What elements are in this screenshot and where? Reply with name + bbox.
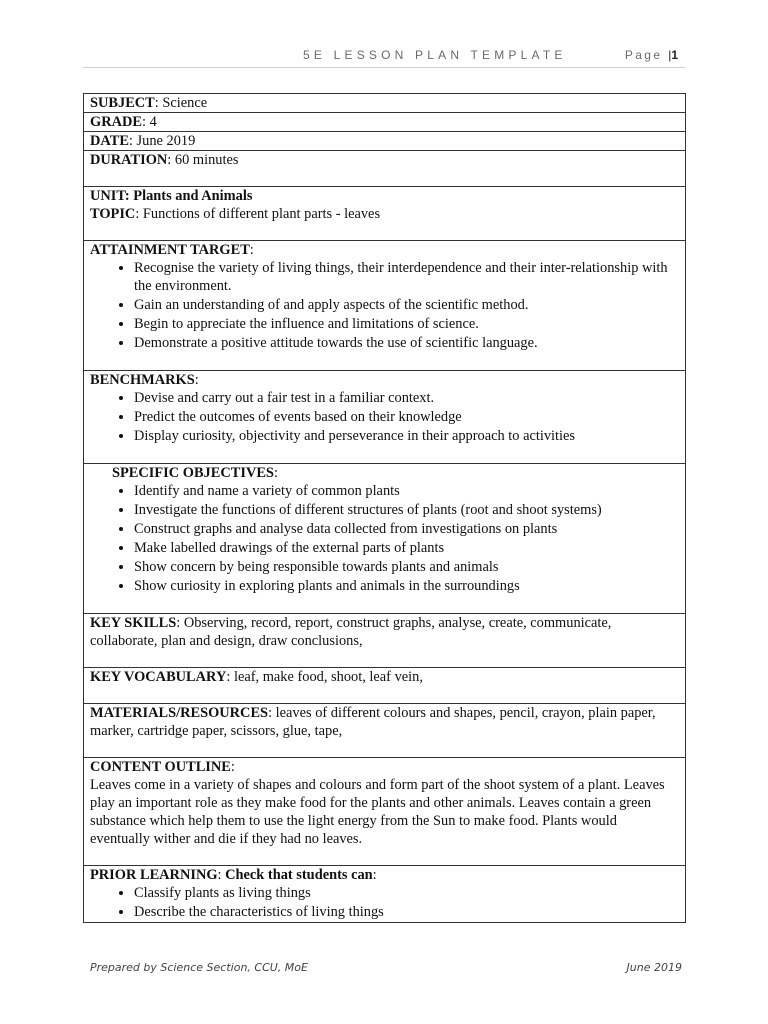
- subject-row: [84, 94, 686, 113]
- subject-value: : Science: [154, 95, 208, 111]
- page-label: Page: [624, 48, 663, 62]
- date-label: DATE: [90, 133, 129, 149]
- page-number: 1: [671, 48, 678, 62]
- duration-row: [84, 151, 686, 187]
- date-row: [84, 132, 686, 151]
- topic-value: : Functions of different plant parts - leaves: [135, 206, 381, 222]
- list-item: • Identify and name a variety of common plants: [134, 482, 679, 500]
- grade-label: GRADE: [90, 114, 142, 130]
- prior-learning-check: Check that students can: [225, 867, 373, 883]
- prior-learning-row: PRIOR LEARNING: Check that students can: • Classify plants as living things • Describe the characteristics of living things: [84, 866, 686, 923]
- unit-label: UNIT: Plants and Animals: [90, 188, 253, 204]
- key-skills-row: [84, 614, 686, 668]
- grade-row: [84, 113, 686, 132]
- duration-label: DURATION: [90, 152, 168, 168]
- duration-value: : 60 minutes: [167, 152, 239, 168]
- objectives-list: [90, 482, 679, 595]
- benchmarks-label: BENCHMARKS: [90, 372, 195, 388]
- key-vocabulary-value: : leaf, make food, shoot, leaf vein,: [226, 669, 423, 685]
- materials-value: : leaves of different colours and shapes, pencil, crayon, plain paper, marker, cartridge paper, scissors, glue, tape,: [90, 705, 656, 739]
- page-footer: [90, 961, 682, 977]
- content-outline-row: CONTENT OUTLINE: Leaves come in a variety of shapes and colours and form part of the shoot system of a plant. Leaves play an important role as they make food for the plants and other animals. Leaves contain a green substance which help them to use the light energy from the Sun to make food. Plants would eventually wither and die if they had no leaves.: [84, 758, 686, 866]
- list-item: • Recognise the variety of living things, their interdependence and their inter-relationship with the environment.: [134, 259, 679, 295]
- list-item: • Classify plants as living things: [134, 884, 679, 902]
- benchmarks-row: BENCHMARKS: • Devise and carry out a fair test in a familiar context. • Predict the outcomes of events based on their knowledge • Display curiosity, objectivity and perseverance in their approach to activities: [84, 371, 686, 464]
- prior-learning-label: PRIOR LEARNING: [90, 867, 218, 883]
- attainment-list: [90, 259, 679, 352]
- footer-prepared-by: Prepared by Science Section, CCU, MoE: [90, 961, 308, 974]
- date-value: : June 2019: [128, 133, 196, 149]
- list-item: • Describe the characteristics of living things: [134, 903, 679, 921]
- benchmarks-list: [90, 389, 679, 445]
- attainment-row: ATTAINMENT TARGET: • Recognise the variety of living things, their interdependence and their inter-relationship with the environment. • Gain an understanding of and apply aspects of the scientific method. • Begin to appreciate the influence and limitations of science. • Demonstrate a positive attitude towards the use of scientific language.: [84, 241, 686, 371]
- page-header: [83, 47, 685, 68]
- list-item: • Make labelled drawings of the external parts of plants: [134, 539, 679, 557]
- content-outline-label: CONTENT OUTLINE: [90, 759, 231, 775]
- list-item: • Gain an understanding of and apply aspects of the scientific method.: [134, 296, 679, 314]
- content-outline-text: Leaves come in a variety of shapes and colours and form part of the shoot system of a plant. Leaves play an important role as they make food for the plants and other animals. Leaves contain a green substance which help them to use the light energy from the Sun to make food. Plants would eventually wither and die if they had no leaves.: [90, 777, 665, 847]
- list-item: • Demonstrate a positive attitude towards the use of scientific language.: [134, 334, 679, 352]
- page-separator: |: [668, 48, 672, 62]
- materials-label: MATERIALS/RESOURCES: [90, 705, 269, 721]
- list-item: • Show curiosity in exploring plants and animals in the surroundings: [134, 577, 679, 595]
- key-skills-label: KEY SKILLS: [90, 615, 177, 631]
- materials-row: [84, 704, 686, 758]
- unit-topic-row: [84, 187, 686, 241]
- attainment-label: ATTAINMENT TARGET: [90, 242, 250, 258]
- lesson-plan-table: [83, 93, 686, 923]
- subject-label: SUBJECT: [90, 95, 155, 111]
- objectives-label: SPECIFIC OBJECTIVES: [112, 465, 274, 481]
- list-item: • Begin to appreciate the influence and limitations of science.: [134, 315, 679, 333]
- list-item: • Devise and carry out a fair test in a familiar context.: [134, 389, 679, 407]
- list-item: • Investigate the functions of different structures of plants (root and shoot systems): [134, 501, 679, 519]
- key-vocabulary-label: KEY VOCABULARY: [90, 669, 227, 685]
- list-item: • Show concern by being responsible towards plants and animals: [134, 558, 679, 576]
- topic-label: TOPIC: [90, 206, 136, 222]
- key-vocabulary-row: [84, 668, 686, 704]
- page-indicator: [625, 48, 678, 62]
- list-item: • Construct graphs and analyse data collected from investigations on plants: [134, 520, 679, 538]
- key-skills-value: : Observing, record, report, construct graphs, analyse, create, communicate, collaborate, plan and design, draw conclusions,: [90, 615, 612, 649]
- list-item: • Predict the outcomes of events based on their knowledge: [134, 408, 679, 426]
- objectives-row: SPECIFIC OBJECTIVES: • Identify and name a variety of common plants • Investigate the functions of different structures of plants (root and shoot systems) • Construct graphs and analyse data collected from investigations on plants • Make labelled drawings of the external parts of plants • Show concern by being responsible towards plants and animals • Show curiosity in exploring plants and animals in the surroundings: [84, 464, 686, 614]
- prior-learning-list: [90, 884, 679, 921]
- footer-date: June 2019: [626, 961, 682, 974]
- list-item: • Display curiosity, objectivity and perseverance in their approach to activities: [134, 427, 679, 445]
- header-title: 5E LESSON PLAN TEMPLATE: [303, 48, 567, 62]
- grade-value: : 4: [141, 114, 157, 130]
